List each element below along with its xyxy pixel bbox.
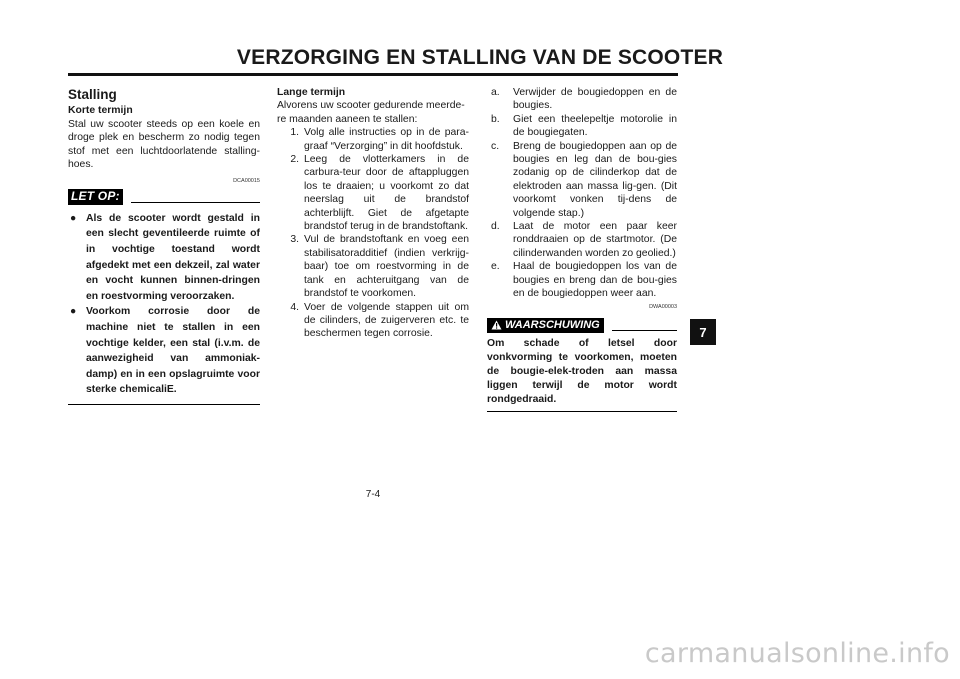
header-rule <box>68 73 678 76</box>
substep-letter: d. <box>491 221 500 233</box>
notice-end-rule <box>68 404 260 405</box>
list-item <box>487 86 677 113</box>
notice-header <box>68 185 260 205</box>
long-term-intro: Alvorens uw scooter gedurende meerde-re maanden aaneen te stallen: <box>277 100 465 125</box>
step-number: 4. <box>290 301 299 313</box>
bullet-text: Als de scooter wordt gestald in een slecht geventileerde ruimte of in vochtige toestand wordt afgedekt met een dekzeil, zal water en vocht kunnen binnen-dringen en roestvorming veroorzaken. <box>86 212 260 302</box>
page-title: VERZORGING EN STALLING VAN DE SCOOTER <box>236 46 724 69</box>
step-text: Volg alle instructies op in de para-graaf “Verzorging” in dit hoofdstuk. <box>304 127 469 152</box>
step-number: 2. <box>290 154 299 166</box>
long-term-heading: Lange termijn <box>277 87 346 98</box>
notice-rule <box>131 202 260 203</box>
list-item <box>277 153 469 233</box>
warning-end-rule <box>487 411 677 412</box>
bullet-text: Voorkom corrosie door de machine niet te stallen in een vochtige kelder, een stal (i.v.m. de aanwezigheid van ammoniak-damp) en in een opslagruimte voor sterke chemicaliE. <box>86 306 260 396</box>
substep-letter: b. <box>491 113 500 125</box>
short-term-heading: Korte termijn <box>68 105 133 117</box>
substep-letter: a. <box>491 87 500 98</box>
column-middle <box>277 86 469 341</box>
list-item <box>487 140 677 220</box>
page-number: 7-4 <box>365 489 381 500</box>
step-text: Leeg de vlotterkamers in de carbura-teur door de aftappluggen los te draaien; u voorkomt zo dat neerslag uit de brandstof achterblijft. Giet de afgetapte brandstof terug in de brandstoftank. <box>304 154 469 233</box>
list-item <box>68 304 260 398</box>
list-item <box>277 301 469 341</box>
notice-bullets <box>68 211 260 398</box>
substep-text: Laat de motor een paar keer ronddraaien op de startmotor. (De cilinderwanden worden zo geolied.) <box>513 221 677 259</box>
list-item <box>487 260 677 300</box>
warning-label-box <box>487 318 604 333</box>
warning-label: WAARSCHUWING <box>505 318 600 331</box>
warning-text: Om schade of letsel door vonkvorming te voorkomen, moeten de bougie-elek-troden aan massa liggen terwijl de motor wordt rondgedraaid. <box>487 337 677 405</box>
step-text: Vul de brandstoftank en voeg een stabilisatoradditief (indien verkrijg-baar) toe om roestvorming in de tank en achteruitgang van de brandstof te voorkomen. <box>304 234 469 300</box>
step-number: 3. <box>290 234 299 246</box>
list-item <box>277 126 469 153</box>
warning-header <box>487 315 677 333</box>
warning-triangle-icon <box>491 320 502 330</box>
list-item <box>487 113 677 140</box>
list-item <box>68 211 260 305</box>
section-title: Stalling <box>68 87 117 102</box>
bullet-icon: ● <box>70 306 77 318</box>
watermark: carmanualsonline.info <box>644 638 950 669</box>
warning-code: DWA00003 <box>649 303 677 310</box>
step-text: Voer de volgende stappen uit om de cilinders, de zuigerveren etc. te beschermen tegen corrosie. <box>304 301 469 340</box>
bullet-icon: ● <box>70 212 77 224</box>
substep-text: Breng de bougiedoppen aan op de bougies en leg dan de bou-gies zodanig op de cilinderkop dat de elektroden aan massa lig-gen. (Dit voorkomt vonken tij-dens de volgende stap.) <box>513 140 677 219</box>
substep-text: Haal de bougiedoppen los van de bougies en breng dan de bou-gies en de bougiedoppen weer aan. <box>513 261 677 300</box>
notice-code: DCA00015 <box>233 178 260 185</box>
substep-letter: e. <box>491 261 500 273</box>
column-right <box>487 86 677 412</box>
list-item <box>487 220 677 260</box>
column-left <box>68 86 260 405</box>
notice-label: LET OP: <box>68 189 123 204</box>
short-term-text: Stal uw scooter steeds op een koele en droge plek en bescherm zo nodig tegen stof met een luchtdoorlatende stalling-hoes. <box>68 118 260 171</box>
list-item <box>277 233 469 300</box>
warning-rule <box>612 330 677 331</box>
substep-text: Verwijder de bougiedoppen en de bougies. <box>513 87 677 112</box>
step-number: 1. <box>290 127 299 139</box>
substep-text: Giet een theelepeltje motorolie in de bougiegaten. <box>513 113 677 139</box>
chapter-tab: 7 <box>690 319 716 345</box>
substep-letter: c. <box>491 140 500 152</box>
